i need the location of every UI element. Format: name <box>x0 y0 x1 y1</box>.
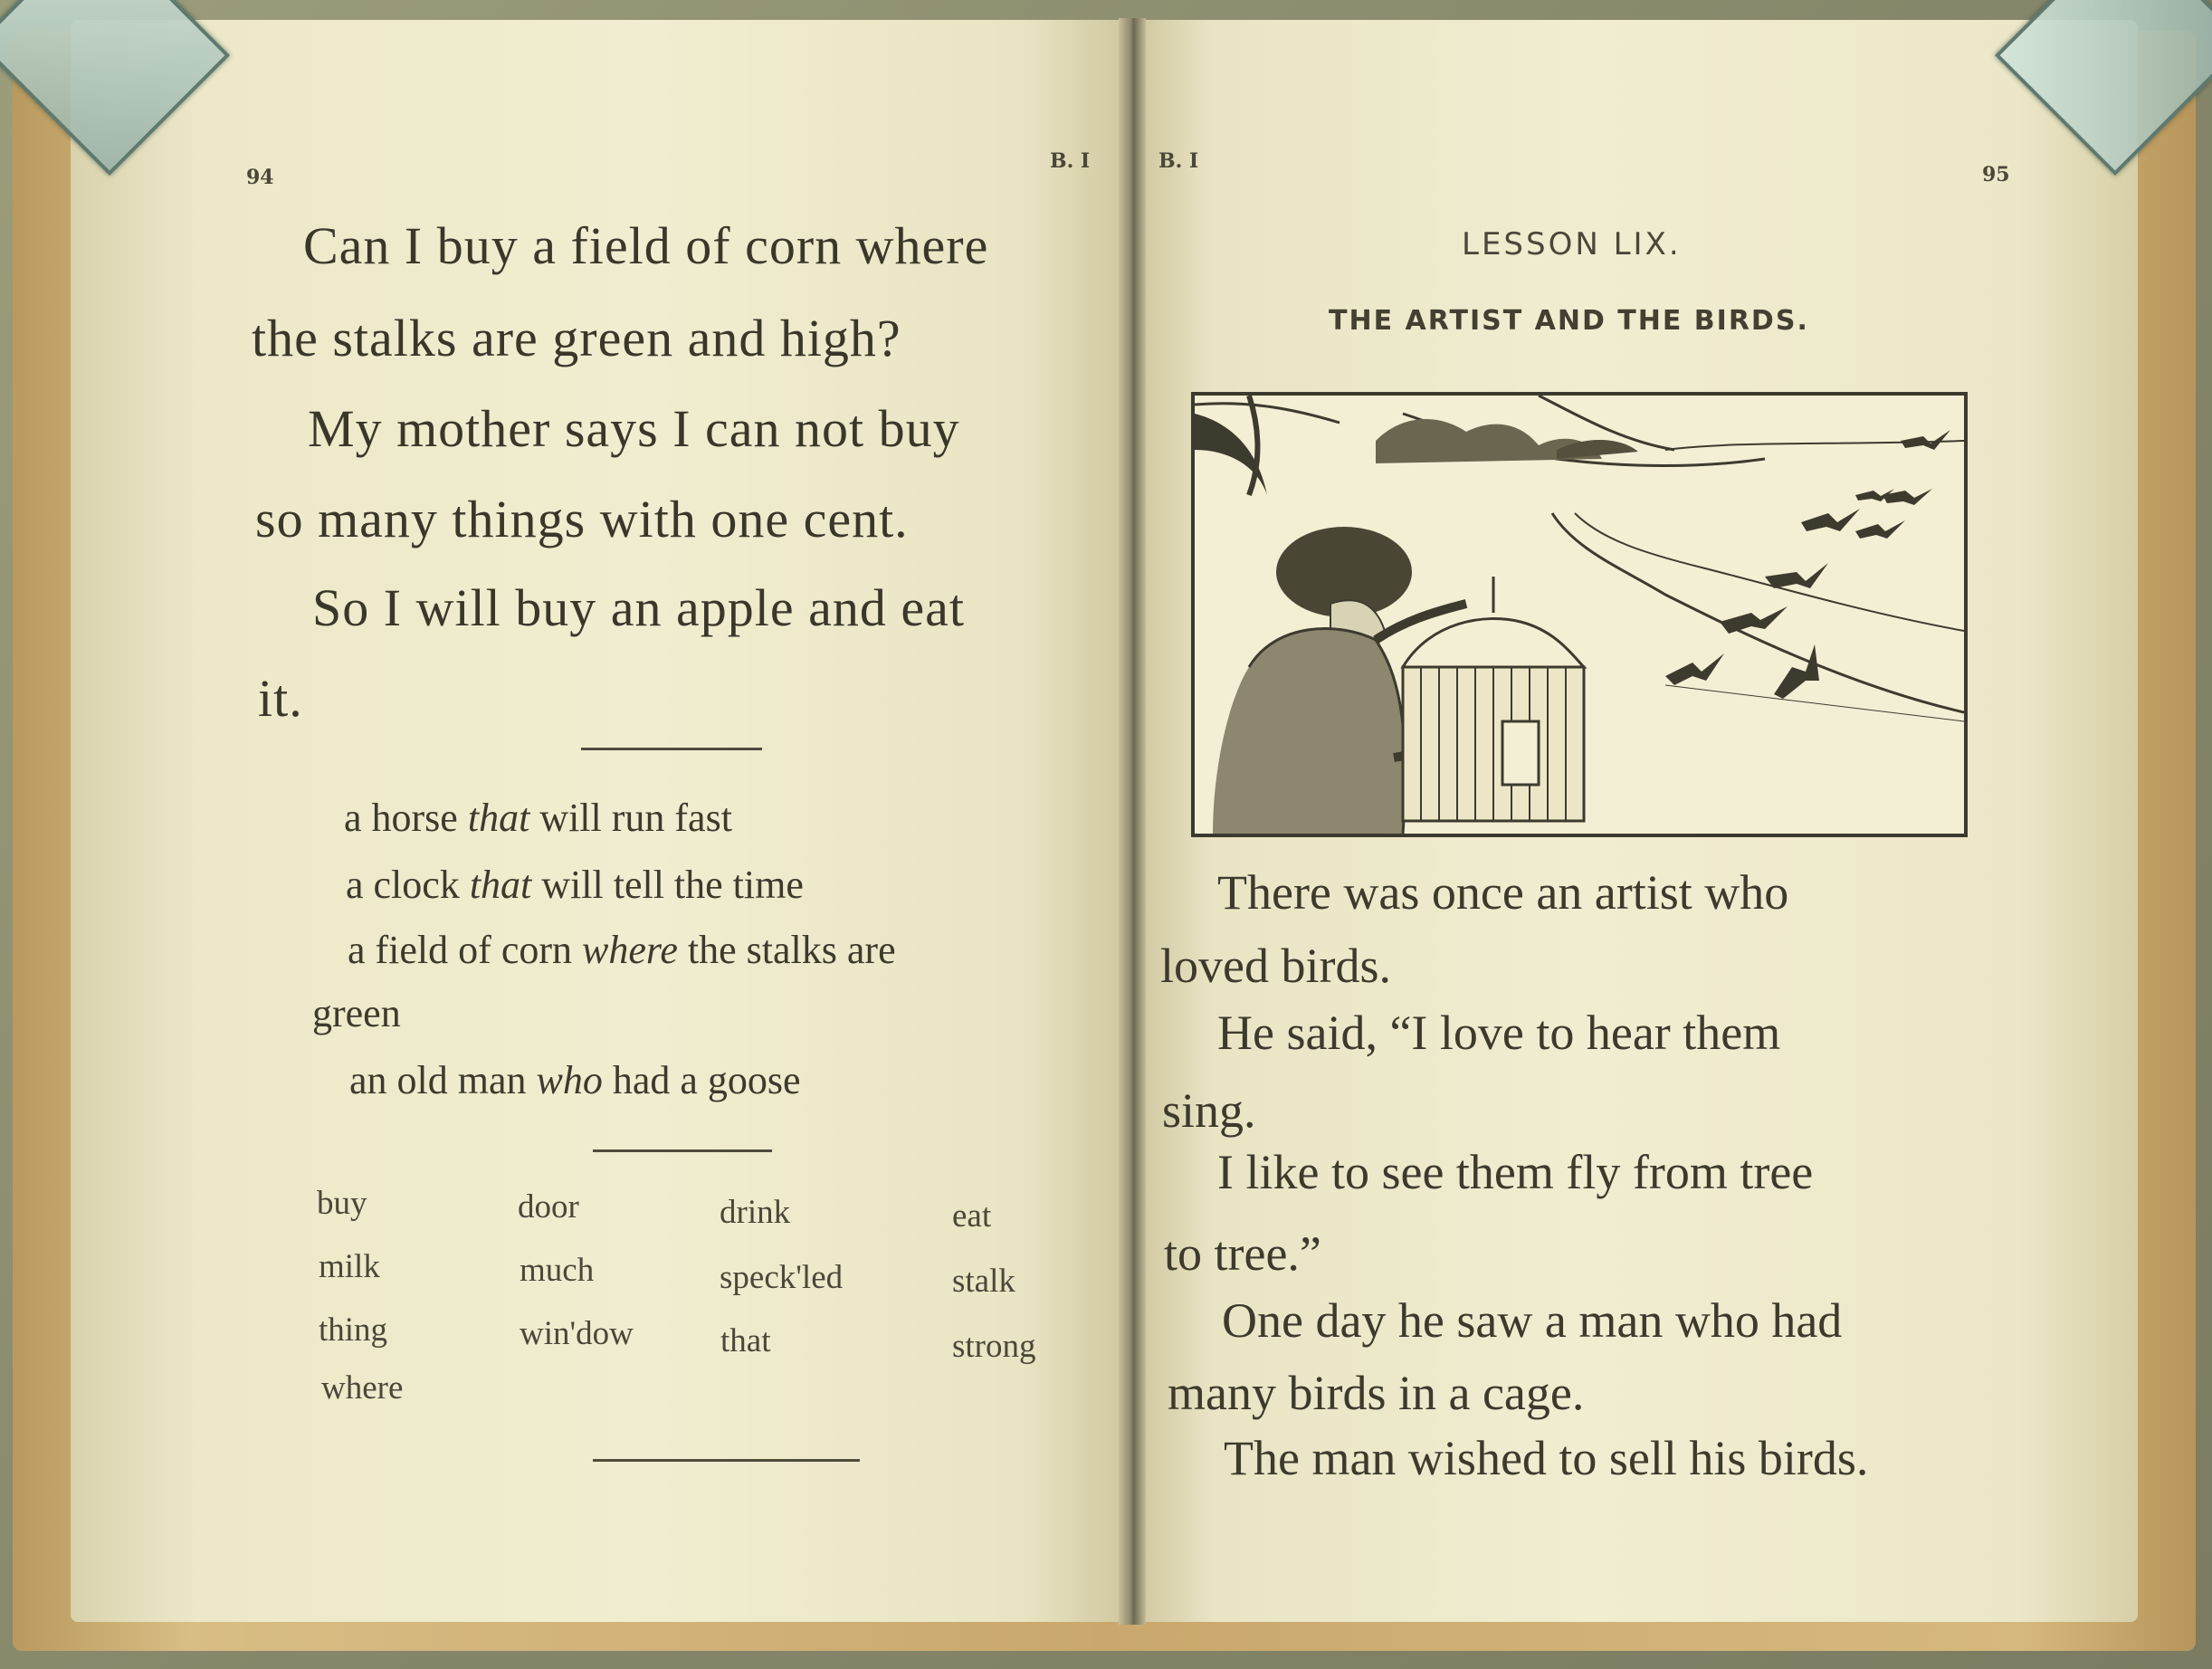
word-list-item: that <box>720 1322 771 1359</box>
phrase-line: a field of corn where the stalks are <box>348 928 896 972</box>
word-list-item: door <box>518 1188 579 1226</box>
word-list-item: where <box>321 1369 404 1407</box>
story-line: I like to see them fly from tree <box>1217 1145 1814 1199</box>
story-line: sing. <box>1162 1083 1256 1138</box>
story-line: The man wished to sell his birds. <box>1224 1431 1869 1485</box>
story-line: He said, “I love to hear them <box>1217 1006 1781 1060</box>
paragraph-1-line-2: the stalks are green and high? <box>252 309 901 367</box>
book-gutter <box>1119 18 1146 1625</box>
paragraph-2-line-1: My mother says I can not buy <box>308 399 960 458</box>
page-number-left: 94 <box>246 166 274 189</box>
lesson-heading: LESSON LIX. <box>1462 226 1682 262</box>
word-list-item: stalk <box>952 1263 1015 1300</box>
word-list-item: much <box>520 1252 595 1289</box>
page-number-right: 95 <box>1982 163 2010 186</box>
paragraph-2-line-2: so many things with one cent. <box>255 490 909 548</box>
divider-rule <box>581 748 762 750</box>
word-list-item: thing <box>319 1311 388 1349</box>
phrase-line: green <box>312 991 401 1035</box>
divider-rule <box>593 1459 860 1462</box>
word-list-item: drink <box>720 1194 791 1231</box>
story-line: There was once an artist who <box>1217 865 1789 920</box>
phrase-line: an old man who had a goose <box>349 1058 801 1102</box>
paragraph-1-line-1: Can I buy a field of corn where <box>303 216 989 275</box>
word-list-item: milk <box>319 1248 380 1285</box>
word-list-item: strong <box>952 1328 1036 1365</box>
paragraph-3-line-1: So I will buy an apple and eat <box>312 578 965 637</box>
divider-rule <box>593 1149 772 1152</box>
story-line: One day he saw a man who had <box>1222 1293 1843 1348</box>
word-list-item: win'dow <box>520 1315 634 1352</box>
phrase-line: a horse that will run fast <box>344 796 732 840</box>
word-list-item: speck'led <box>720 1259 844 1296</box>
word-list-item: buy <box>317 1185 367 1222</box>
signature-mark-right: B. I <box>1158 149 1199 173</box>
artist-and-birds-illustration <box>1191 392 1968 837</box>
word-list-item: eat <box>952 1197 992 1235</box>
story-line: many birds in a cage. <box>1168 1366 1585 1420</box>
signature-mark-left: B. I <box>1050 149 1091 173</box>
lesson-title: THE ARTIST AND THE BIRDS. <box>1329 305 1809 337</box>
story-line: loved birds. <box>1160 939 1391 993</box>
story-line: to tree.” <box>1164 1226 1321 1281</box>
paragraph-3-line-2: it. <box>258 669 303 728</box>
phrase-line: a clock that will tell the time <box>346 863 804 907</box>
